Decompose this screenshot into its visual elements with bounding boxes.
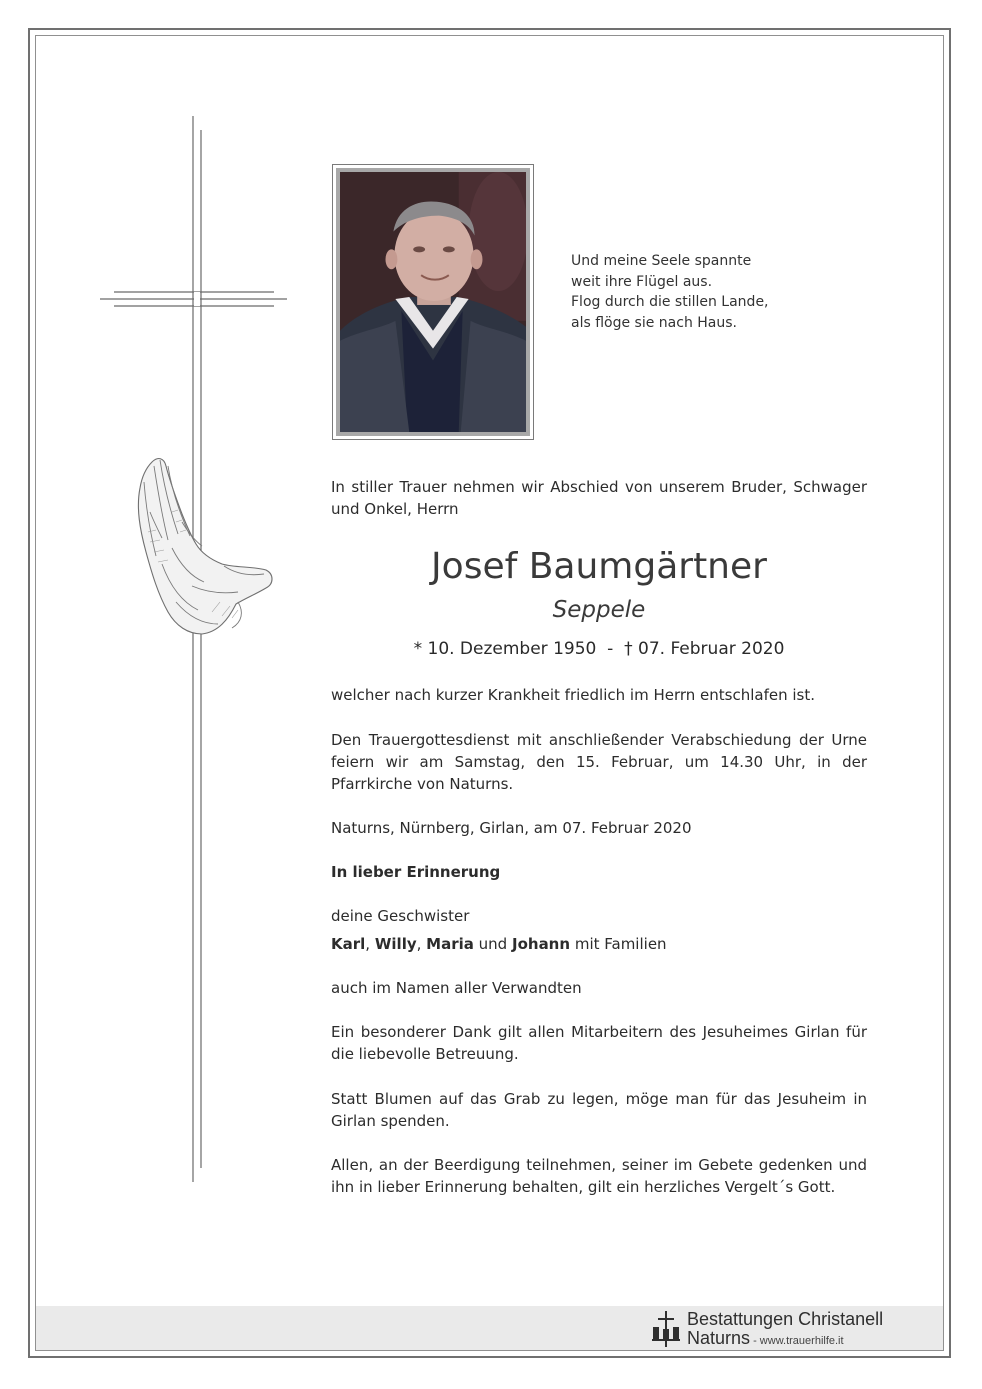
passed-text: welcher nach kurzer Krankheit friedlich im Herrn entschlafen ist. (331, 686, 815, 704)
life-dates (331, 636, 867, 662)
date-separator: - (607, 639, 614, 659)
company-address (687, 1328, 844, 1351)
sibling-name: Johann (512, 935, 571, 953)
christanell-logo-icon (650, 1309, 682, 1349)
poem-line: Und meine Seele spannte (571, 253, 752, 269)
sibling-name: Karl (331, 935, 366, 953)
portrait-frame (332, 164, 534, 440)
memory-text: In lieber Erinnerung (331, 863, 501, 881)
company-town: Naturns (687, 1328, 751, 1348)
company-website: - www.trauerhilfe.it (750, 1335, 844, 1347)
deceased-nickname: Seppele (552, 597, 646, 623)
service-text: Den Trauergottesdienst mit anschließender Verabschiedung der Urne feiern wir am Samstag, den 15. Februar, um 14.30 Uhr, in der Pfarrkirche von Naturns. (331, 731, 867, 793)
deceased-name: Josef Baumgärtner (431, 546, 767, 587)
cross-icon (98, 116, 290, 1182)
thanks-text: Ein besonderer Dank gilt allen Mitarbeitern des Jesuheimes Girlan für die liebevolle Betreuung. (331, 1023, 867, 1063)
sibling-name: Willy (374, 935, 417, 953)
poem-line: weit ihre Flügel aus. (571, 273, 713, 290)
place-date-text: Naturns, Nürnberg, Girlan, am 07. Februar 2020 (331, 819, 692, 837)
praying-hands-icon (132, 452, 278, 638)
poem-line: als flöge sie nach Haus. (571, 314, 737, 331)
separator: , (365, 935, 371, 953)
poem (571, 251, 871, 333)
siblings-intro: deine Geschwister (331, 907, 470, 925)
relatives-text: auch im Namen aller Verwandten (331, 979, 582, 997)
separator: , (416, 935, 422, 953)
donation-text: Statt Blumen auf das Grab zu legen, möge man für das Jesuheim in Girlan spenden. (331, 1090, 867, 1130)
footer-bar (36, 1306, 943, 1350)
siblings-names (331, 933, 867, 955)
company-name: Bestattungen Christanell (687, 1309, 884, 1329)
sibling-name: Maria (426, 935, 474, 953)
death-date: † 07. Februar 2020 (624, 639, 785, 659)
intro-text: In stiller Trauer nehmen wir Abschied von unserem Bruder, Schwager und Onkel, Herrn (331, 478, 867, 518)
siblings-suffix: mit Familien (574, 935, 667, 953)
birth-date: * 10. Dezember 1950 (413, 639, 597, 659)
conjunction: und (478, 935, 508, 953)
portrait-photo (336, 168, 530, 436)
poem-line: Flog durch die stillen Lande, (571, 294, 769, 310)
closing-text: Allen, an der Beerdigung teilnehmen, seiner im Gebete gedenken und ihn in lieber Erinnerung behalten, gilt ein herzliches Vergelt´s Gott. (331, 1156, 867, 1196)
